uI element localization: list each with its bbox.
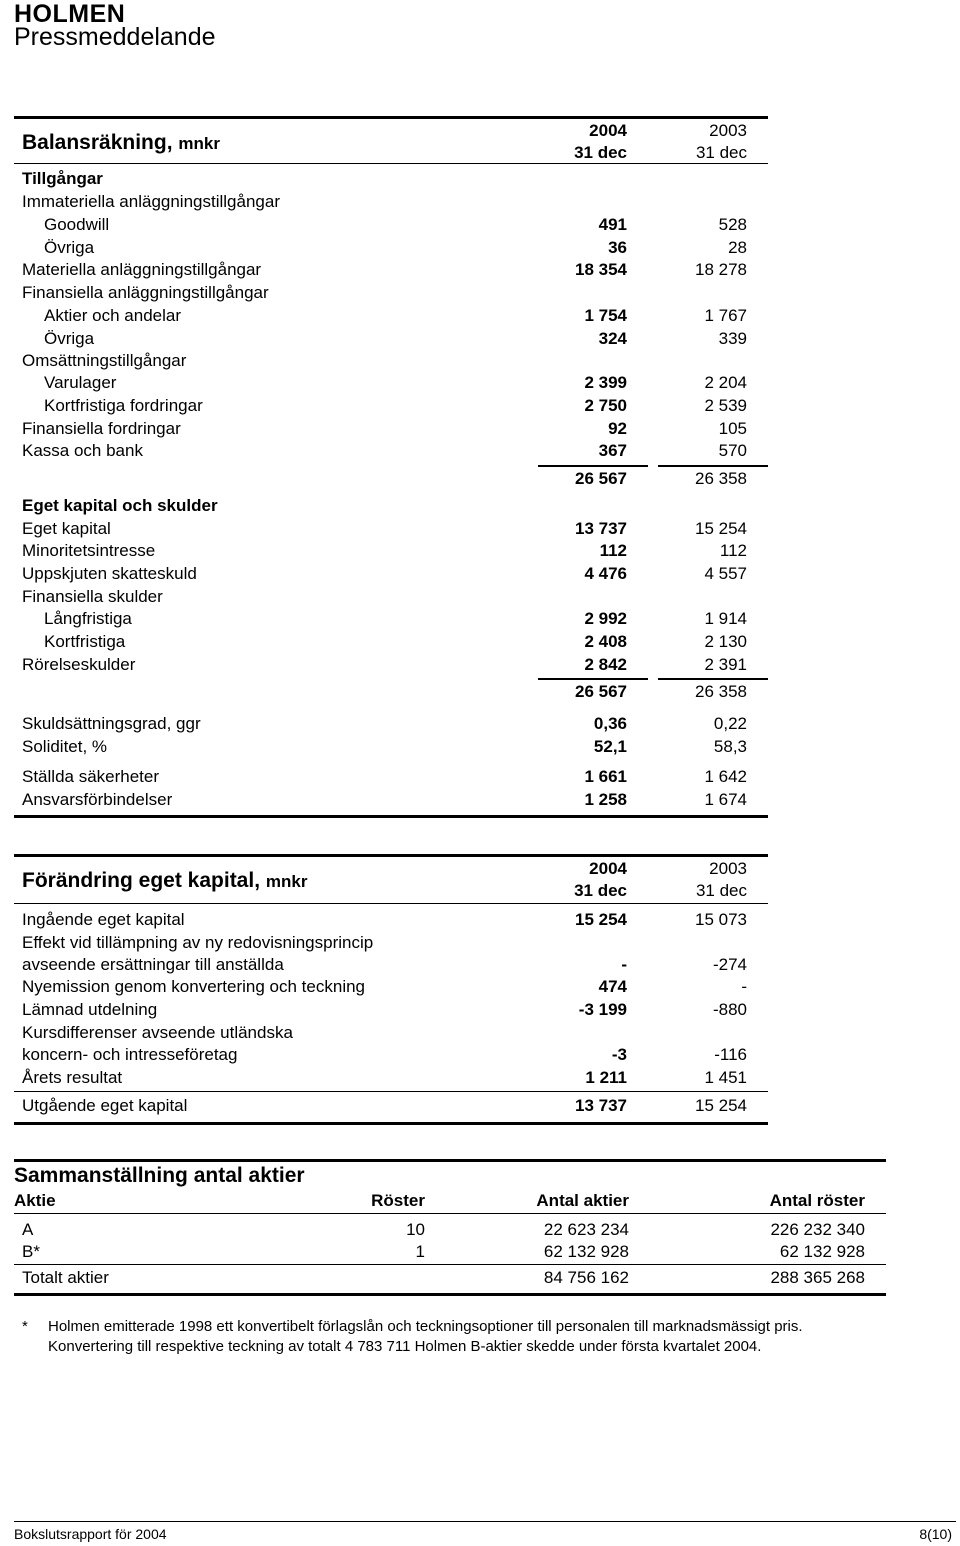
value-2003: 28 — [728, 238, 747, 257]
value-2003: 26 358 — [695, 682, 747, 701]
table-row — [0, 395, 960, 418]
value-2003: 2 391 — [704, 655, 747, 674]
antal-aktier-cell: 22 623 234 — [543, 1220, 629, 1239]
table-row — [0, 766, 960, 789]
table-row — [0, 540, 960, 563]
table-top-rule — [14, 1159, 886, 1162]
value-2003: 528 — [718, 215, 747, 234]
value-2003: 112 — [719, 541, 747, 560]
value-2004: 2 399 — [584, 373, 627, 392]
value-2004: 1 754 — [584, 306, 627, 325]
value-2003: 2 539 — [704, 396, 747, 415]
aktie-cell: B* — [22, 1242, 40, 1261]
value-2004: 2 408 — [584, 632, 627, 651]
header-rule — [14, 1213, 886, 1214]
table-row — [0, 440, 960, 463]
value-2003: 15 254 — [695, 519, 747, 538]
row-label: Övriga — [44, 238, 95, 257]
row-label: Ingående eget kapital — [22, 910, 185, 929]
value-2003: -116 — [714, 1045, 747, 1064]
table-row — [0, 586, 960, 609]
value-2003: 1 914 — [704, 609, 747, 628]
sum-rule — [14, 1091, 768, 1092]
value-2004: 1 258 — [584, 790, 627, 809]
balance-title: Balansräkning, mnkr — [22, 131, 220, 154]
table-row — [0, 608, 960, 631]
table-row — [0, 259, 960, 282]
value-2004: 15 254 — [575, 910, 627, 929]
row-label: Finansiella anläggningstillgångar — [22, 283, 269, 302]
table-top-rule — [14, 854, 768, 857]
row-label: Effekt vid tillämpning av ny redovisningsprincip — [22, 933, 374, 952]
col-header-antal-aktier: Antal aktier — [536, 1191, 629, 1210]
row-label: Lämnad utdelning — [22, 1000, 158, 1019]
table-row — [0, 518, 960, 541]
row-label: Kortfristiga fordringar — [44, 396, 203, 415]
row-label: Soliditet, % — [22, 737, 108, 756]
value-2003: 0,22 — [713, 714, 747, 733]
value-2004: 1 211 — [585, 1068, 627, 1087]
value-2004: 4 476 — [584, 564, 627, 583]
table-row — [0, 954, 960, 977]
table-bottom-rule — [14, 815, 768, 818]
value-2004: 13 737 — [575, 1096, 627, 1115]
row-label: Finansiella skulder — [22, 587, 163, 606]
footer-report-name: Bokslutsrapport för 2004 — [14, 1526, 167, 1542]
table-row — [0, 350, 960, 373]
row-label: Minoritetsintresse — [22, 541, 156, 560]
sum-rule-col2 — [658, 678, 768, 680]
value-2003: 18 278 — [695, 260, 747, 279]
table-row — [0, 681, 960, 704]
table-row — [0, 468, 960, 491]
sum-rule-col1 — [538, 465, 648, 467]
shares-title: Sammanställning antal aktier — [14, 1164, 305, 1187]
row-label: Långfristiga — [44, 609, 132, 628]
table-row — [0, 932, 960, 955]
header-rule — [14, 163, 768, 164]
footnote-line-1: Holmen emitterade 1998 ett konvertibelt förlagslån och teckningsoptioner till personalen till marknadsmässigt pris. — [48, 1318, 803, 1335]
antal-roster-cell: 226 232 340 — [770, 1220, 865, 1239]
value-2004: 13 737 — [575, 519, 627, 538]
value-2004: 367 — [598, 441, 627, 460]
sum-rule-col1 — [538, 678, 648, 680]
value-2004: 2 992 — [584, 609, 627, 628]
value-2004: 112 — [599, 541, 627, 560]
value-2003: 58,3 — [713, 737, 747, 756]
value-2004: 324 — [598, 329, 627, 348]
row-label: Tillgångar — [22, 169, 103, 188]
table-row — [0, 214, 960, 237]
value-2004: 1 661 — [584, 767, 627, 786]
value-2004: 18 354 — [575, 260, 627, 279]
value-2004: 474 — [598, 977, 627, 996]
row-label: Skuldsättningsgrad, ggr — [22, 714, 201, 733]
total-antal-roster: 288 365 268 — [770, 1268, 865, 1287]
table-row — [0, 631, 960, 654]
value-2004: -3 199 — [578, 1000, 627, 1019]
table-row — [0, 305, 960, 328]
row-label: Nyemission genom konvertering och teckning — [22, 977, 366, 996]
table-bottom-rule — [14, 1122, 768, 1125]
value-2004: 52,1 — [593, 737, 627, 756]
header-rule — [14, 903, 768, 904]
table-row — [0, 976, 960, 999]
value-2003: 2 130 — [704, 632, 747, 651]
row-label: Årets resultat — [22, 1068, 123, 1087]
row-label: Materiella anläggningstillgångar — [22, 260, 262, 279]
row-label: Varulager — [44, 373, 117, 392]
value-2003: -274 — [712, 955, 747, 974]
value-2003: 105 — [718, 419, 747, 438]
row-label: koncern- och intresseföretag — [22, 1045, 238, 1064]
row-label: Ställda säkerheter — [22, 767, 160, 786]
value-2003: 570 — [718, 441, 747, 460]
table-row — [0, 372, 960, 395]
table-row — [0, 418, 960, 441]
sum-rule — [14, 1264, 886, 1265]
row-label: Aktier och andelar — [44, 306, 182, 325]
total-antal-aktier: 84 756 162 — [543, 1268, 629, 1287]
value-2004: 92 — [608, 419, 627, 438]
antal-aktier-cell: 62 132 928 — [543, 1242, 629, 1261]
value-2004: 26 567 — [575, 469, 627, 488]
row-label: Ansvarsförbindelser — [22, 790, 173, 809]
row-label: Goodwill — [44, 215, 110, 234]
row-label: avseende ersättningar till anställda — [22, 955, 284, 974]
roster-cell: 10 — [406, 1220, 425, 1239]
company-logo: HOLMEN — [14, 0, 126, 28]
row-label: Kassa och bank — [22, 441, 143, 460]
value-2003: 2 204 — [704, 373, 747, 392]
value-2003: 1 674 — [704, 790, 747, 809]
total-label: Totalt aktier — [22, 1268, 109, 1287]
row-label: Rörelseskulder — [22, 655, 136, 674]
value-2004: 0,36 — [593, 714, 627, 733]
value-2003: 15 254 — [695, 1096, 747, 1115]
table-row — [0, 1095, 960, 1118]
row-label: Finansiella fordringar — [22, 419, 181, 438]
sum-rule-col2 — [658, 465, 768, 467]
antal-roster-cell: 62 132 928 — [779, 1242, 865, 1261]
value-2004: 2 750 — [584, 396, 627, 415]
value-2004: -3 — [611, 1045, 627, 1064]
table-row — [0, 1067, 960, 1090]
value-2004: 2 842 — [584, 655, 627, 674]
footer-page-number: 8(10) — [919, 1526, 952, 1542]
footer-rule — [14, 1521, 956, 1522]
value-2004: 36 — [608, 238, 627, 257]
value-2003: 1 451 — [704, 1068, 747, 1087]
equity-title: Förändring eget kapital, mnkr — [22, 869, 308, 892]
table-row — [0, 789, 960, 812]
col-header-antal-roster: Antal röster — [769, 1191, 865, 1210]
row-label: Övriga — [44, 329, 95, 348]
row-label: Eget kapital och skulder — [22, 496, 218, 515]
balance-col2-header: 2003 31 dec — [695, 121, 747, 162]
value-2004: 491 — [598, 215, 627, 234]
table-row — [0, 999, 960, 1022]
col-header-roster: Röster — [371, 1191, 425, 1210]
table-row — [0, 237, 960, 260]
row-label: Kortfristiga — [44, 632, 126, 651]
footnote-marker: * — [22, 1318, 28, 1335]
value-2003: 15 073 — [695, 910, 747, 929]
row-label: Eget kapital — [22, 519, 111, 538]
value-2004: - — [621, 955, 627, 974]
value-2003: 26 358 — [695, 469, 747, 488]
value-2003: - — [741, 977, 747, 996]
table-row — [0, 191, 960, 214]
table-row — [0, 282, 960, 305]
table-row — [0, 713, 960, 736]
row-label: Uppskjuten skatteskuld — [22, 564, 197, 583]
footnote-line-2: Konvertering till respektive teckning av totalt 4 783 711 Holmen B-aktier skedde under första kvartalet 2004. — [48, 1338, 762, 1355]
equity-col1-header: 2004 31 dec — [574, 859, 627, 900]
value-2003: 1 767 — [704, 306, 747, 325]
value-2003: 339 — [718, 329, 747, 348]
roster-cell: 1 — [415, 1242, 425, 1261]
table-row — [0, 736, 960, 759]
table-bottom-rule — [14, 1293, 886, 1296]
balance-col1-header: 2004 31 dec — [574, 121, 627, 162]
value-2004: 26 567 — [575, 682, 627, 701]
row-label: Kursdifferenser avseende utländska — [22, 1023, 293, 1042]
value-2003: -880 — [712, 1000, 747, 1019]
table-row — [0, 563, 960, 586]
table-row — [0, 909, 960, 932]
value-2003: 4 557 — [704, 564, 747, 583]
table-row — [0, 1044, 960, 1067]
equity-col2-header: 2003 31 dec — [695, 859, 747, 900]
table-row — [0, 168, 960, 191]
value-2003: 1 642 — [704, 767, 747, 786]
row-label: Utgående eget kapital — [22, 1096, 188, 1115]
table-row — [0, 495, 960, 518]
row-label: Omsättningstillgångar — [22, 351, 187, 370]
row-label: Immateriella anläggningstillgångar — [22, 192, 280, 211]
col-header-aktie: Aktie — [14, 1191, 56, 1210]
table-row — [0, 654, 960, 677]
table-row — [0, 1022, 960, 1045]
table-top-rule — [14, 116, 768, 119]
document-type: Pressmeddelande — [14, 23, 216, 51]
table-row — [0, 328, 960, 351]
aktie-cell: A — [22, 1220, 34, 1239]
